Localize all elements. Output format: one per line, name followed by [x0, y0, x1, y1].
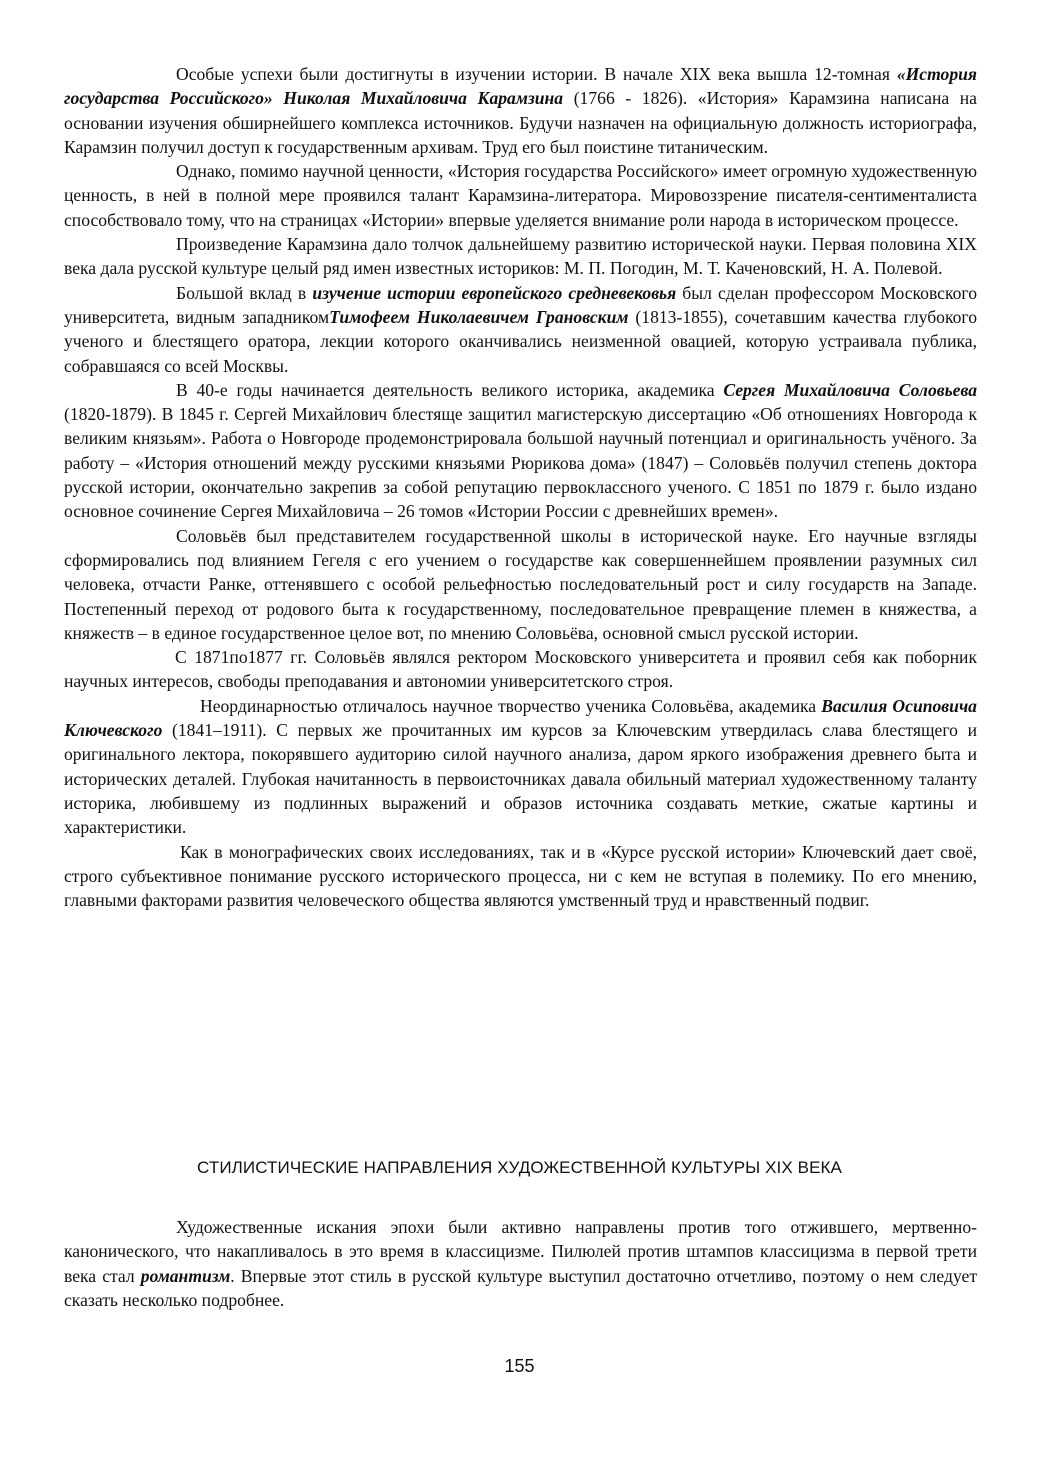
paragraph-rector	[64, 645, 977, 694]
paragraph-romanticism	[64, 1215, 977, 1312]
text: . Впервые этот стиль в русской культуре выступил достаточно отчетливо, поэтому о нем следует сказать несколько подробнее.	[64, 1265, 978, 1310]
text: (1820-1879). В 1845 г. Сергей Михайлович блестяще защитил магистерскую диссертацию «Об отношениях Новгорода к великим князьям». Работа о Новгороде продемонстрировала большой научный потенциал и оригинальность учёного. За работу – «История отношений между русскими князьями Рюрикова дома» (1847) – Соловьёв получил степень доктора русской истории, окончательно закрепив за собой репутацию первоклассного ученого. С 1851 по 1879 г. было издано основное сочинение Сергея Михайловича – 26 томов «Истории России с древнейших времен».	[64, 404, 977, 522]
emphasis: изучение истории европейского средневековья	[312, 282, 677, 303]
paragraph-state-school: Соловьёв был представителем государственной школы в исторической науке. Его научные взгляды сформировались под влиянием Гегеля с его учением о государстве как совершеннейшем проявлении разумных сил человека, отчасти Ранке, оттенявшего с особой рельефностью последовательный рост и силу государств на Западе. Постепенный переход от родового быта к государственному, последовательное превращение племен в княжества, а княжеств – в единое государственное целое вот, по мнению Соловьёва, основной смысл русской истории.	[64, 525, 977, 643]
text: (1766 - 1826). «История» Карамзина написана на основании изучения обширнейшего комплекса источников. Будучи назначен на официальную должность историографа, Карамзин получил доступ к государственным архивам. Труд его был поистине титаническим.	[64, 88, 977, 157]
paragraph-karamzin	[64, 62, 977, 159]
emphasis: Василия Осиповича Ключевского	[64, 695, 977, 741]
text: (1813-1855), сочетавшим качества глубокого ученого и блестящего оратора, лекции которого оканчивались неизменной овацией, которую устраивала публика, собравшаяся со всей Москвы.	[64, 306, 977, 376]
paragraph-course: Как в монографических своих исследованиях, так и в «Курсе русской истории» Ключевский дает своё, строго субъективное понимание русского исторического процесса, ни с кем не вступая в полемику. По его мнению, главными факторами развития человеческого общества являются умственный труд и нравственный подвиг.	[64, 841, 977, 911]
section-text	[64, 1215, 977, 1312]
emphasis: Тимофеем Николаевичем Грановским	[329, 306, 629, 327]
section-heading: СТИЛИСТИЧЕСКИЕ НАПРАВЛЕНИЯ ХУДОЖЕСТВЕННОЙ КУЛЬТУРЫ XIX ВЕКА	[197, 1158, 842, 1177]
paragraph-karamzin-value: Однако, помимо научной ценности, «История государства Российского» имеет огромную художественную ценность, в ней в полной мере проявился талант Карамзина-литератора. Мировоззрение писателя-сентименталиста способствовало тому, что на страницах «Истории» впервые уделяется внимание роли народа в историческом процессе.	[64, 161, 977, 230]
paragraph-historians: Произведение Карамзина дало толчок дальнейшему развитию исторической науки. Первая половина XIX века дала русской культуре целый ряд имен известных историков: М. П. Погодин, М. Т. Каченовский, Н. А. Полевой.	[64, 234, 977, 279]
page-number: 155	[504, 1356, 535, 1376]
text: (1841–1911). С первых же прочитанных им курсов за Ключевским утвердилась слава блестящего и оригинального лектора, покорявшего аудиторию силой научного анализа, даром яркого изображения древнего быта и исторических деталей. Глубокая начитанность в первоисточниках давала обильный материал художественному таланту историка, любившему из подлинных выражений и образов источника создавать меткие, сжатые картины и характеристики.	[64, 720, 977, 838]
emphasis: романтизм	[140, 1265, 231, 1286]
text: Особые успехи были достигнуты в изучении истории. В начале XIX века вышла 12-томная	[176, 64, 897, 84]
emphasis: Сергея Михайловича Соловьева	[723, 379, 977, 400]
text: Неординарностью отличалось научное творчество ученика Соловьёва, академика	[200, 695, 822, 716]
text: Большой вклад в	[176, 282, 313, 303]
paragraph-granovsky	[64, 281, 977, 378]
text: С 1871по1877 гг. Соловьёв являлся ректором Московского университета и проявил себя как поборник научных интересов, свободы преподавания и автономии университетского строя.	[64, 647, 977, 692]
text: В 40-е годы начинается деятельность великого историка, академика	[176, 379, 724, 400]
text: Художественные искания эпохи были активно направлены против того отжившего, мертвенно-канонического, что накапливалось в это время в классицизме. Пилюлей против штампов классицизма в первой трети века стал	[64, 1217, 977, 1286]
paragraph-solovyov	[64, 378, 977, 524]
text: был сделан профессором Московского университета, видным западником	[64, 282, 977, 327]
main-text	[64, 62, 977, 912]
paragraph-klyuchevsky	[64, 694, 977, 840]
emphasis: «История государства Российского» Николая Михайловича Карамзина	[64, 64, 977, 109]
